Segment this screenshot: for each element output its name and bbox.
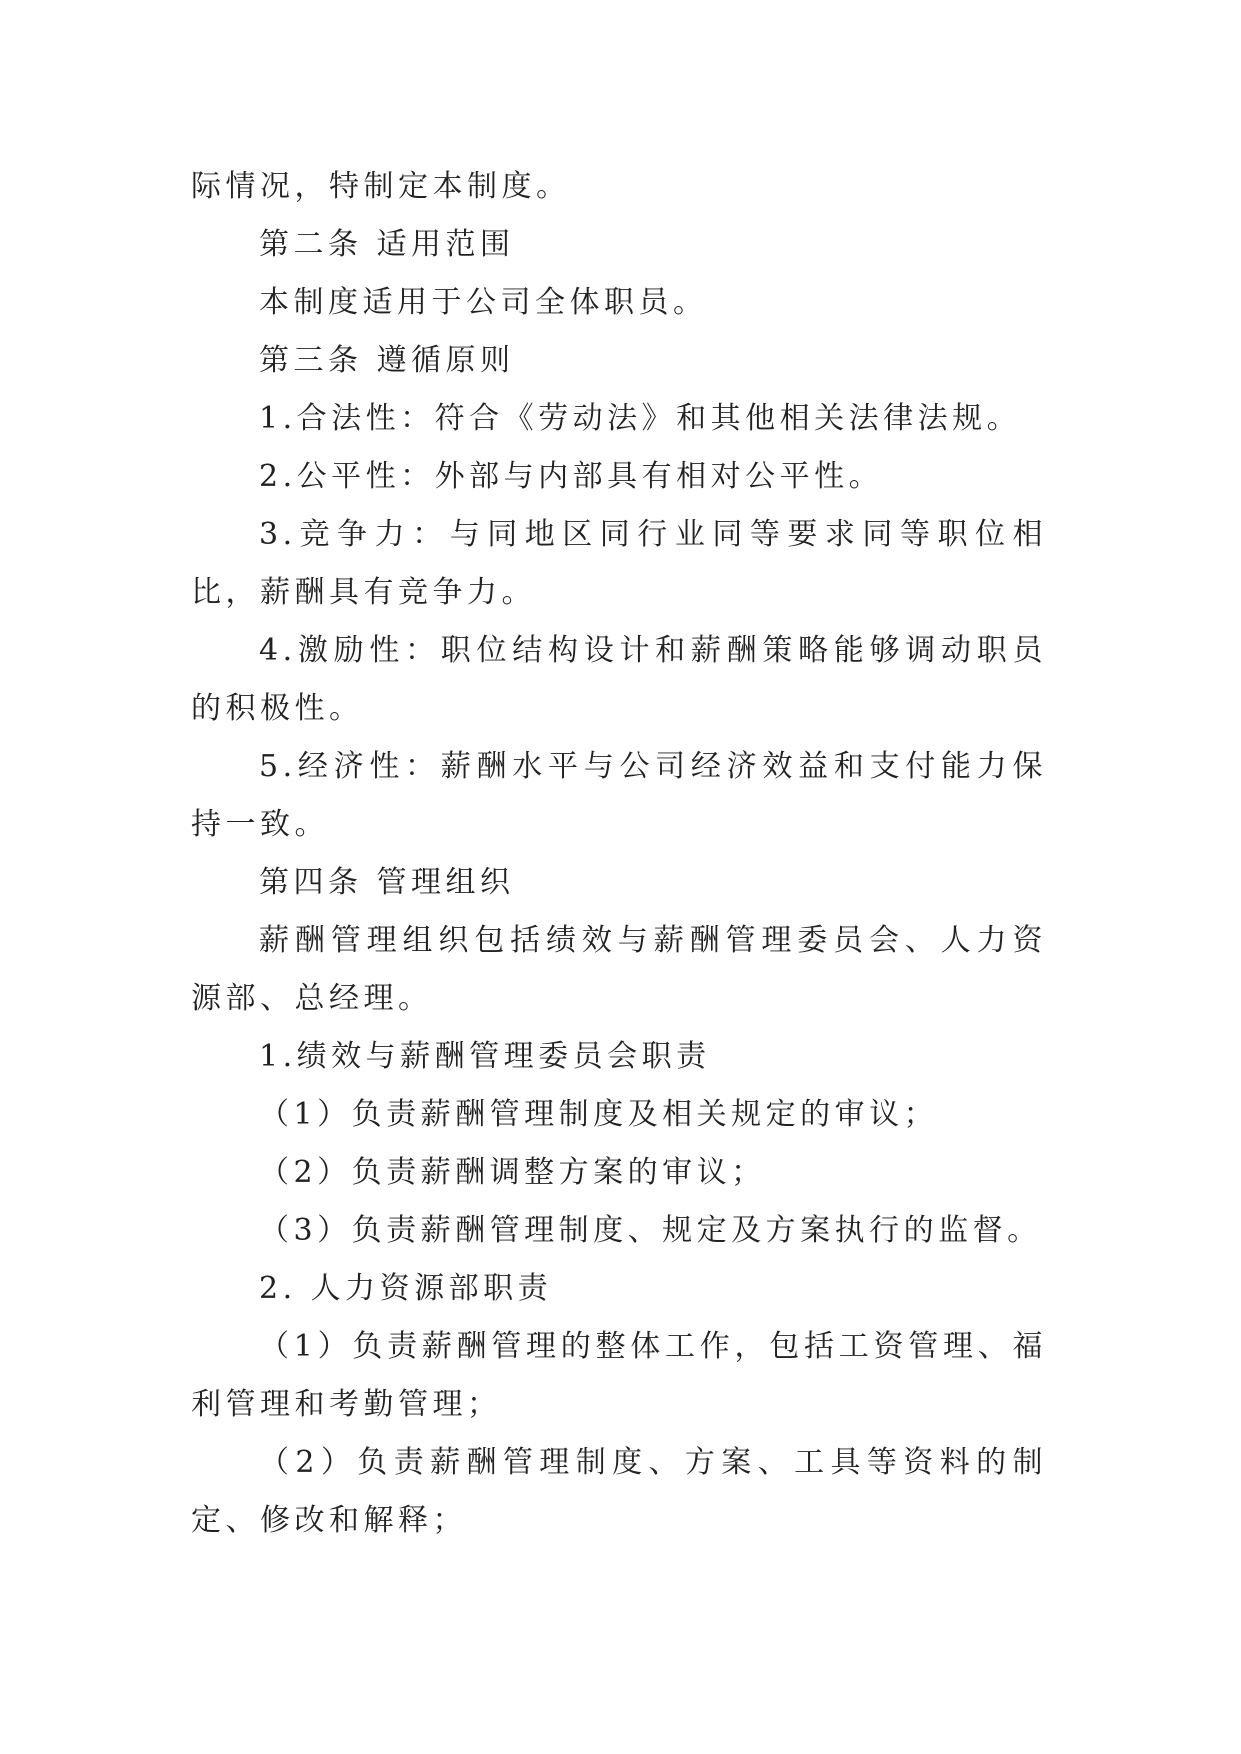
- list-item: 5.经济性：薪酬水平与公司经济效益和支付能力保持一致。: [191, 749, 1047, 842]
- list-item: （1）负责薪酬管理的整体工作，包括工资管理、福利管理和考勤管理；: [191, 1329, 1047, 1422]
- section-heading: 第三条 遵循原则: [259, 343, 515, 378]
- paragraph: 本制度适用于公司全体职员。: [259, 285, 708, 320]
- list-item: 4.激励性：职位结构设计和薪酬策略能够调动职员的积极性。: [191, 633, 1047, 726]
- list-item: 1.合法性：符合《劳动法》和其他相关法律法规。: [259, 401, 1022, 436]
- section-heading: 第四条 管理组织: [259, 865, 515, 900]
- list-item: （3）负责薪酬管理制度、规定及方案执行的监督。: [259, 1213, 1042, 1248]
- subsection-heading: 2. 人力资源部职责: [259, 1271, 553, 1306]
- section-heading: 第二条 适用范围: [259, 227, 515, 262]
- list-item: 3.竞争力：与同地区同行业同等要求同等职位相比，薪酬具有竞争力。: [191, 517, 1047, 610]
- paragraph: 际情况，特制定本制度。: [191, 169, 571, 204]
- subsection-heading: 1.绩效与薪酬管理委员会职责: [259, 1039, 711, 1074]
- list-item: （2）负责薪酬调整方案的审议；: [259, 1155, 766, 1190]
- paragraph: 薪酬管理组织包括绩效与薪酬管理委员会、人力资源部、总经理。: [191, 923, 1047, 1016]
- list-item: 2.公平性：外部与内部具有相对公平性。: [259, 459, 884, 494]
- document-body: [191, 158, 1047, 1550]
- list-item: （1）负责薪酬管理制度及相关规定的审议；: [259, 1097, 939, 1132]
- list-item: （2）负责薪酬管理制度、方案、工具等资料的制定、修改和解释；: [191, 1445, 1047, 1538]
